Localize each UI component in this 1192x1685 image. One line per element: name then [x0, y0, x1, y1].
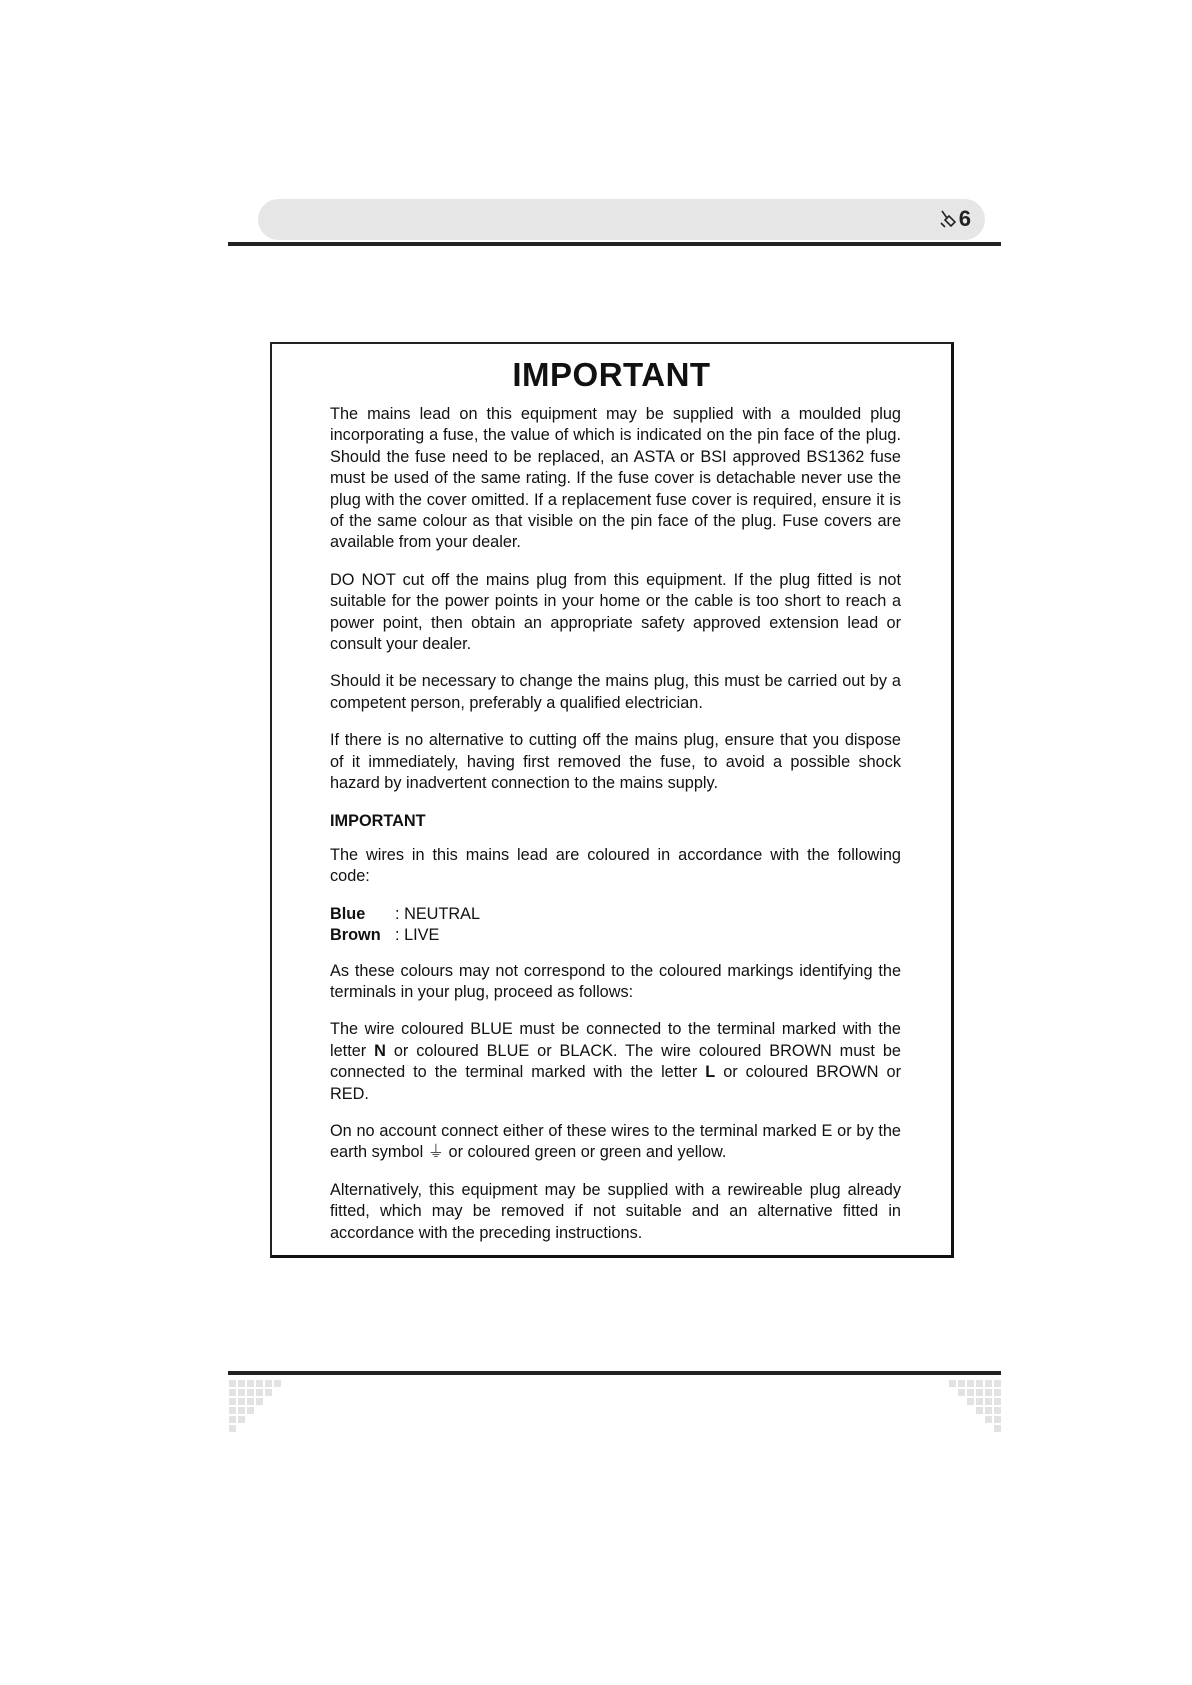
code-key: Brown: [330, 926, 381, 945]
dispose-paragraph: If there is no alternative to cutting off the mains plug, ensure that you dispose of it immediately, having first removed the fuse, to avoid a possible shock hazard by inadvertent connection to the mains supply.: [330, 731, 901, 793]
wires-code-paragraph: The wires in this mains lead are coloured in accordance with the following code:: [330, 845, 901, 886]
earth-symbol-icon: ⏚: [427, 1143, 445, 1162]
code-sep: :: [395, 904, 400, 923]
code-row-blue: [330, 904, 901, 925]
header-bar: [258, 199, 985, 240]
notice-content: [330, 404, 901, 1260]
page-number-text: 6: [958, 206, 971, 231]
colours-paragraph: As these colours may not correspond to the coloured markings identifying the terminals in your plug, proceed as follows:: [330, 961, 901, 1001]
page-number: [939, 206, 971, 232]
do-not-cut-paragraph: DO NOT cut off the mains plug from this equipment. If the plug fitted is not suitable for the power points in your home or the cable is too short to reach a power point, then obtain an appropriate safety approved extension lead or consult your dealer.: [330, 570, 901, 654]
code-value: NEUTRAL: [404, 904, 481, 923]
top-rule: [228, 242, 1001, 246]
rewireable-paragraph: Alternatively, this equipment may be supplied with a rewireable plug already fitted, which may be removed if not suitable and an alternative fitted in accordance with the preceding instructions.: [330, 1180, 901, 1242]
code-row-brown: [330, 925, 901, 946]
pen-hand-icon: [939, 209, 957, 229]
notice-title: IMPORTANT: [512, 356, 711, 393]
important-notice-box: [270, 342, 954, 1258]
change-plug-paragraph: Should it be necessary to change the mains plug, this must be carried out by a competent person, preferably a qualified electrician.: [330, 672, 901, 712]
fuse-paragraph: The mains lead on this equipment may be supplied with a moulded plug incorporating a fuse, the value of which is indicated on the pin face of the plug. Should the fuse need to be replaced, an ASTA or BSI approved BS1362 fuse must be used of the same rating. If the fuse cover is detachable never use the plug with the cover omitted. If a replacement fuse cover is required, ensure it is of the same colour as that visible on the pin face of the plug. Fuse covers are available from your dealer.: [330, 405, 901, 552]
colour-code-list: [330, 904, 901, 947]
code-value: LIVE: [404, 926, 440, 945]
code-sep: :: [395, 926, 400, 945]
terminal-paragraph: The wire coloured BLUE must be connected to the terminal marked with the letter N or coloured BLUE or BLACK. The wire coloured BROWN must be connected to the terminal marked with the letter L or coloured BROWN or RED.: [330, 1020, 901, 1103]
wiring-subtitle: IMPORTANT: [330, 811, 426, 830]
code-key: Blue: [330, 904, 366, 923]
earth-paragraph: On no account connect either of these wires to the terminal marked E or by the earth symbol ⏚ or coloured green or green and yellow.: [330, 1121, 901, 1162]
bottom-rule: [228, 1371, 1001, 1375]
